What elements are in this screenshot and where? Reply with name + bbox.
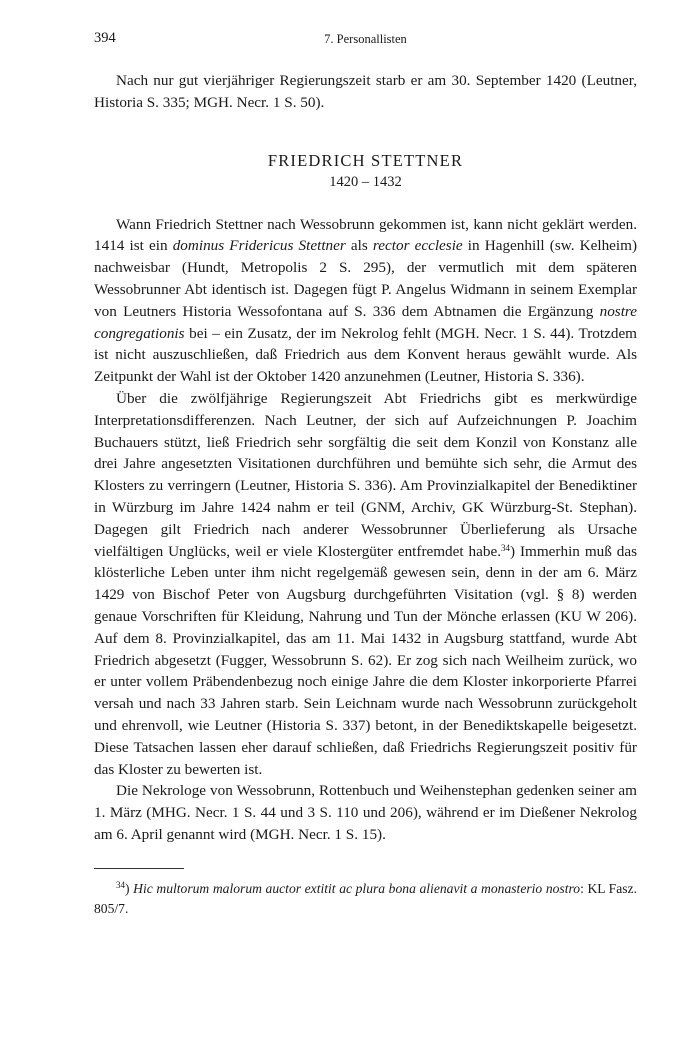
running-head xyxy=(94,30,637,52)
section-heading xyxy=(94,150,637,192)
paragraph-3: Die Nekrologe von Wessobrunn, Rottenbuch und Weihenstephan gedenken seiner am 1. März (MHG. Necr. 1 S. 44 und 3 S. 110 und 206), während er im Dießener Nekrolog am 6. April genannt wird (MGH. Necr. 1 S. 15). xyxy=(94,782,637,843)
intro-paragraph: Nach nur gut vierjähriger Regierungszeit starb er am 30. September 1420 (Leutner, Historia S. 335; MGH. Necr. 1 S. 50). xyxy=(94,72,637,111)
p1-text-c: in Hagenhill (sw. Kelheim) nachweisbar (Hundt, Metropolis 2 S. 295), der vermutlich mit dem späteren Wessobrunner Abt identisch ist. Dagegen fügt P. Angelus Widmann in seinem Exemplar von Leutners Historia Wessofontana auf S. 336 dem Abtnamen die Ergänzung xyxy=(94,237,638,320)
paragraph-1 xyxy=(94,214,637,388)
abbot-years: 1420 – 1432 xyxy=(329,173,402,190)
p1-italic-3: nostre congregationis xyxy=(94,302,637,342)
book-page xyxy=(94,30,637,919)
body-text xyxy=(94,70,637,846)
paragraph-2 xyxy=(94,388,637,780)
footnote-34 xyxy=(94,879,637,919)
abbot-name: FRIEDRICH STETTNER xyxy=(267,150,464,170)
p1-italic-2: rector ecclesie xyxy=(372,237,463,255)
chapter-title: 7. Personallisten xyxy=(324,32,407,46)
footnote-source: : KL Fasz. 805/7. xyxy=(94,880,637,916)
footnote-latin-quote: Hic multorum malorum auctor extitit ac plura bona alienavit a monasterio nostro xyxy=(133,880,581,896)
p1-italic-1: dominus Fridericus Stettner xyxy=(172,237,346,255)
p1-text-d: bei – ein Zusatz, der im Nekrolog fehlt (MGH. Necr. 1 S. 44). Trotzdem ist nicht auszuschließen, daß Friedrich aus dem Konvent heraus gewählt wurde. Als Zeitpunkt der Wahl ist der Oktober 1420 anzunehmen (Leutner, Historia S. 336). xyxy=(94,324,637,386)
page-number: 394 xyxy=(94,30,116,46)
footnote-paren: ) xyxy=(125,880,134,896)
p2-text-a: Über die zwölfjährige Regierungszeit Abt Friedrichs gibt es merkwürdige Interpretationsdifferenzen. Nach Leutner, der sich auf Aufzeichnungen P. Joachim Buchauers stützt, ließ Friedrich sehr sorgfältig die seit dem Konzil von Konstanz alle drei Jahre angesetzten Visitationen durchführen und bemühte sich sehr, die Armut des Klosters zu verringern (Leutner, Historia S. 336). Am Provinzialkapitel der Benediktiner in Würzburg im Jahre 1424 nahm er teil (GNM, Archiv, GK Würzburg-St. Stephan). Dagegen gilt Friedrich nach anderer Wessobrunner Überlieferung als Ursache vielfältigen Unglücks, weil er viele Klostergüter entfremdet habe. xyxy=(94,389,637,560)
footnote-divider xyxy=(94,868,184,869)
p2-text-b: ) Immerhin muß das klösterliche Leben unter ihm nicht regelgemäß gewesen sein, denn in der am 6. März 1429 von Bischof Peter von Augsburg durchgeführten Visitation (vgl. § 8) werden genaue Vorschriften für Kleidung, Nahrung und Tun der Mönche erlassen (KU W 206). Auf dem 8. Provinzialkapitel, das am 11. Mai 1432 in Augsburg stattfand, wurde Abt Friedrich abgesetzt (Fugger, Wessobrunn S. 62). Er zog sich nach Weilheim zurück, wo er unter vollem Präbendenbezug noch einige Jahre die dem Kloster inkorporierte Pfarrei versah und nach 33 Jahren starb. Sein Leichnam wurde nach Wessobrunn zurückgeholt und ehrenvoll, wie Leutner (Historia S. 337) betont, in der Benediktskapelle beigesetzt. Diese Tatsachen lassen eher darauf schließen, daß Friedrichs Regierungszeit positiv für das Kloster zu bewerten ist. xyxy=(94,542,637,778)
footnote-mark: 34 xyxy=(116,879,125,890)
p1-text-a: Wann Friedrich Stettner nach Wessobrunn gekommen ist, kann nicht geklärt werden. 1414 ist ein xyxy=(94,215,637,255)
p1-text-b: als xyxy=(345,237,373,255)
footnote-reference[interactable]: 34 xyxy=(501,542,511,553)
